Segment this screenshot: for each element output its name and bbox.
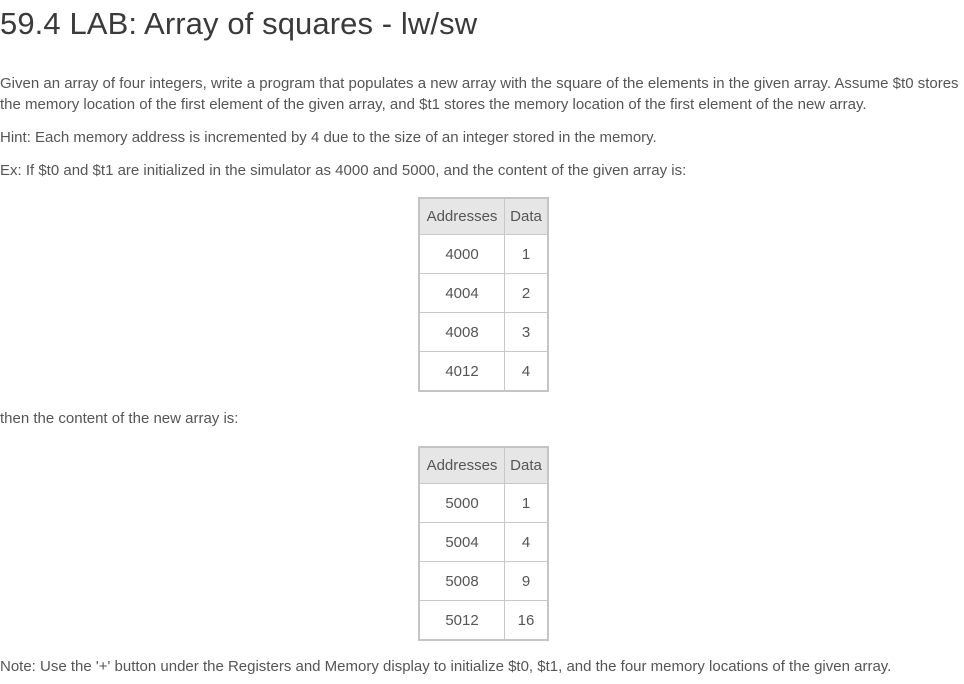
data-header: Data	[505, 198, 549, 235]
data-cell: 4	[505, 352, 549, 392]
table-row	[419, 313, 548, 352]
data-header: Data	[505, 447, 549, 484]
data-cell: 2	[505, 274, 549, 313]
table-row	[419, 523, 548, 562]
data-cell: 16	[505, 601, 549, 641]
address-cell: 4008	[419, 313, 505, 352]
table-row	[419, 235, 548, 274]
table-row	[419, 484, 548, 523]
table-row	[419, 274, 548, 313]
address-cell: 5000	[419, 484, 505, 523]
table-row	[419, 352, 548, 392]
given-array-table	[418, 197, 549, 392]
address-cell: 4000	[419, 235, 505, 274]
data-cell: 9	[505, 562, 549, 601]
address-cell: 5004	[419, 523, 505, 562]
page-title: 59.4 LAB: Array of squares - lw/sw	[0, 6, 478, 41]
address-cell: 5008	[419, 562, 505, 601]
new-array-table	[418, 446, 549, 641]
example-paragraph: Ex: If $t0 and $t1 are initialized in the simulator as 4000 and 5000, and the content of the given array is:	[0, 162, 687, 179]
then-paragraph: then the content of the new array is:	[0, 410, 239, 427]
hint-paragraph: Hint: Each memory address is incremented by 4 due to the size of an integer stored in the memory.	[0, 129, 657, 146]
addresses-header: Addresses	[419, 447, 505, 484]
table-header-row	[419, 198, 548, 235]
addresses-header: Addresses	[419, 198, 505, 235]
address-cell: 4004	[419, 274, 505, 313]
address-cell: 4012	[419, 352, 505, 392]
intro-paragraph: Given an array of four integers, write a program that populates a new array with the square of the elements in the given array. Assume $t0 stores the memory location of the first element of the given array, and $t1 stores the memory location of the first element of the new array.	[0, 75, 959, 113]
table-header-row	[419, 447, 548, 484]
address-cell: 5012	[419, 601, 505, 641]
table-row	[419, 562, 548, 601]
data-cell: 1	[505, 484, 549, 523]
data-cell: 1	[505, 235, 549, 274]
data-cell: 3	[505, 313, 549, 352]
note-paragraph: Note: Use the '+' button under the Registers and Memory display to initialize $t0, $t1, and the four memory locations of the given array.	[0, 658, 892, 675]
data-cell: 4	[505, 523, 549, 562]
table-row	[419, 601, 548, 641]
